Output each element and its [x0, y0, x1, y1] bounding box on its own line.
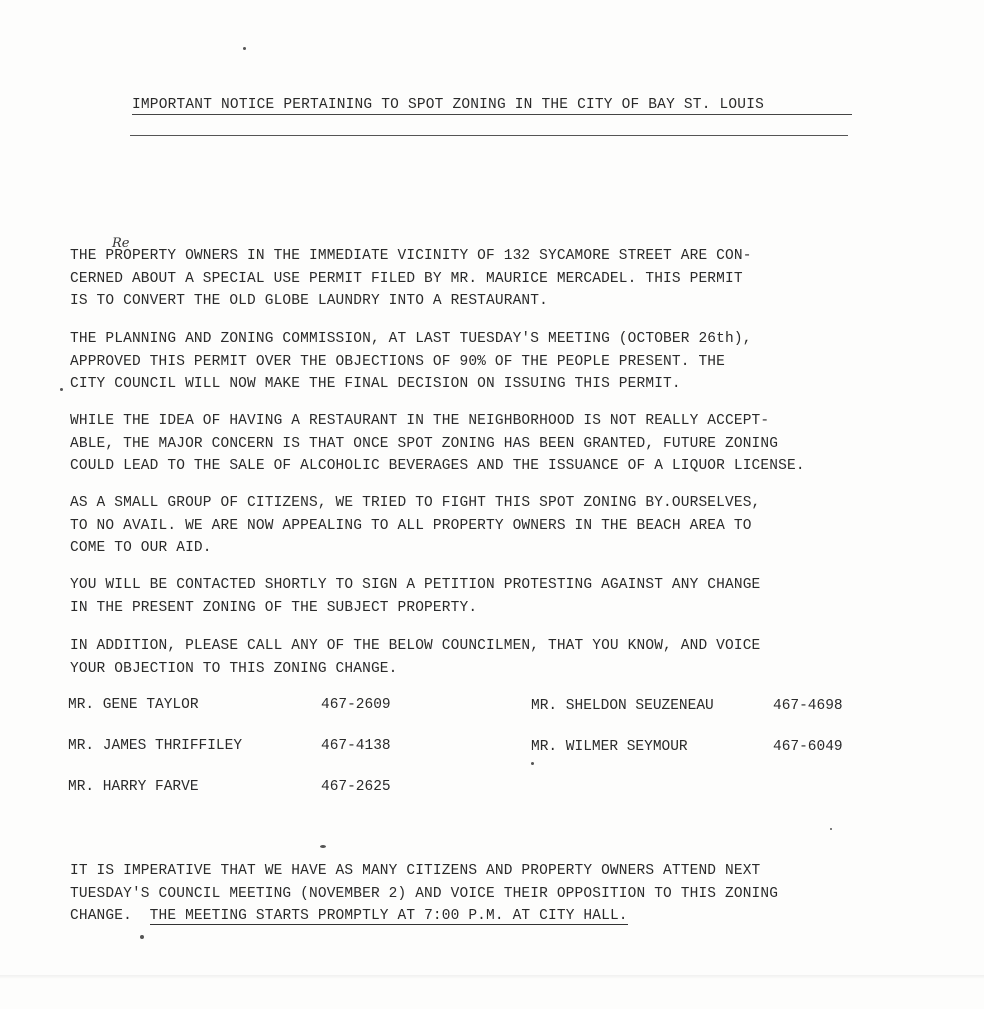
councilman-name: MR. WILMER SEYMOUR [531, 739, 688, 755]
paragraph-line: APPROVED THIS PERMIT OVER THE OBJECTIONS OF 90% OF THE PEOPLE PRESENT. THE [70, 353, 726, 370]
paragraph-line: COULD LEAD TO THE SALE OF ALCOHOLIC BEVERAGES AND THE ISSUANCE OF A LIQUOR LICENSE. [70, 458, 805, 474]
paragraph-line: TUESDAY'S COUNCIL MEETING (NOVEMBER 2) AND VOICE THEIR OPPOSITION TO THIS ZONING [70, 885, 779, 902]
notice-title: IMPORTANT NOTICE PERTAINING TO SPOT ZONING IN THE CITY OF BAY ST. LOUIS [132, 97, 852, 115]
paragraph-line: IS TO CONVERT THE OLD GLOBE LAUNDRY INTO A RESTAURANT. [70, 293, 548, 309]
councilman-phone: 467-2609 [321, 697, 391, 713]
scan-speck [531, 762, 534, 765]
page-fold-shadow [0, 975, 984, 979]
paragraph-line: THE PROPERTY OWNERS IN THE IMMEDIATE VICINITY OF 132 SYCAMORE STREET ARE CON- [70, 248, 752, 264]
paragraph-line [70, 905, 930, 928]
councilman-name: MR. SHELDON SEUZENEAU [531, 698, 714, 714]
title-divider [130, 135, 848, 136]
paragraph-line: ABLE, THE MAJOR CONCERN IS THAT ONCE SPOT ZONING HAS BEEN GRANTED, FUTURE ZONING [70, 435, 779, 452]
councilman-phone: 467-4698 [773, 698, 843, 714]
paragraph-petition [70, 574, 930, 619]
paragraph-call-councilmen [70, 635, 930, 680]
councilman-phone: 467-6049 [773, 739, 843, 755]
paragraph-closing [70, 860, 930, 928]
scan-speck [320, 845, 326, 848]
handwritten-mark: Re [112, 236, 130, 251]
paragraph-line: TO NO AVAIL. WE ARE NOW APPEALING TO ALL PROPERTY OWNERS IN THE BEACH AREA TO [70, 517, 752, 534]
councilman-name: MR. HARRY FARVE [68, 779, 199, 795]
paragraph-line: WHILE THE IDEA OF HAVING A RESTAURANT IN THE NEIGHBORHOOD IS NOT REALLY ACCEPT- [70, 413, 770, 429]
councilman-phone: 467-4138 [321, 738, 391, 754]
councilman-name: MR. GENE TAYLOR [68, 697, 199, 713]
paragraph-line: AS A SMALL GROUP OF CITIZENS, WE TRIED TO FIGHT THIS SPOT ZONING BY.OURSELVES, [70, 495, 761, 511]
paragraph-line: COME TO OUR AID. [70, 540, 212, 556]
paragraph-line: IN THE PRESENT ZONING OF THE SUBJECT PROPERTY. [70, 599, 478, 616]
paragraph-appeal [70, 492, 930, 560]
paragraph-line: THE PLANNING AND ZONING COMMISSION, AT LAST TUESDAY'S MEETING (OCTOBER 26th), [70, 331, 752, 347]
scan-speck [243, 47, 246, 50]
closing-prefix: CHANGE. [70, 908, 150, 924]
paragraph-property-owners [70, 245, 930, 313]
paragraph-line: IN ADDITION, PLEASE CALL ANY OF THE BELOW COUNCILMEN, THAT YOU KNOW, AND VOICE [70, 638, 761, 654]
meeting-time-emphasis: THE MEETING STARTS PROMPTLY AT 7:00 P.M. AT CITY HALL. [149, 908, 628, 924]
paragraph-line: YOU WILL BE CONTACTED SHORTLY TO SIGN A PETITION PROTESTING AGAINST ANY CHANGE [70, 577, 761, 593]
paragraph-line: CITY COUNCIL WILL NOW MAKE THE FINAL DECISION ON ISSUING THIS PERMIT. [70, 376, 681, 392]
scan-speck [60, 388, 63, 391]
councilman-name: MR. JAMES THRIFFILEY [68, 738, 243, 754]
paragraph-concern [70, 410, 930, 478]
scan-speck [140, 935, 144, 939]
paragraph-line: YOUR OBJECTION TO THIS ZONING CHANGE. [70, 660, 398, 677]
councilman-phone: 467-2625 [321, 779, 391, 795]
paragraph-commission [70, 328, 930, 396]
paragraph-line: CERNED ABOUT A SPECIAL USE PERMIT FILED BY MR. MAURICE MERCADEL. THIS PERMIT [70, 270, 743, 287]
scan-speck [830, 828, 832, 830]
paragraph-line: IT IS IMPERATIVE THAT WE HAVE AS MANY CITIZENS AND PROPERTY OWNERS ATTEND NEXT [70, 863, 761, 879]
